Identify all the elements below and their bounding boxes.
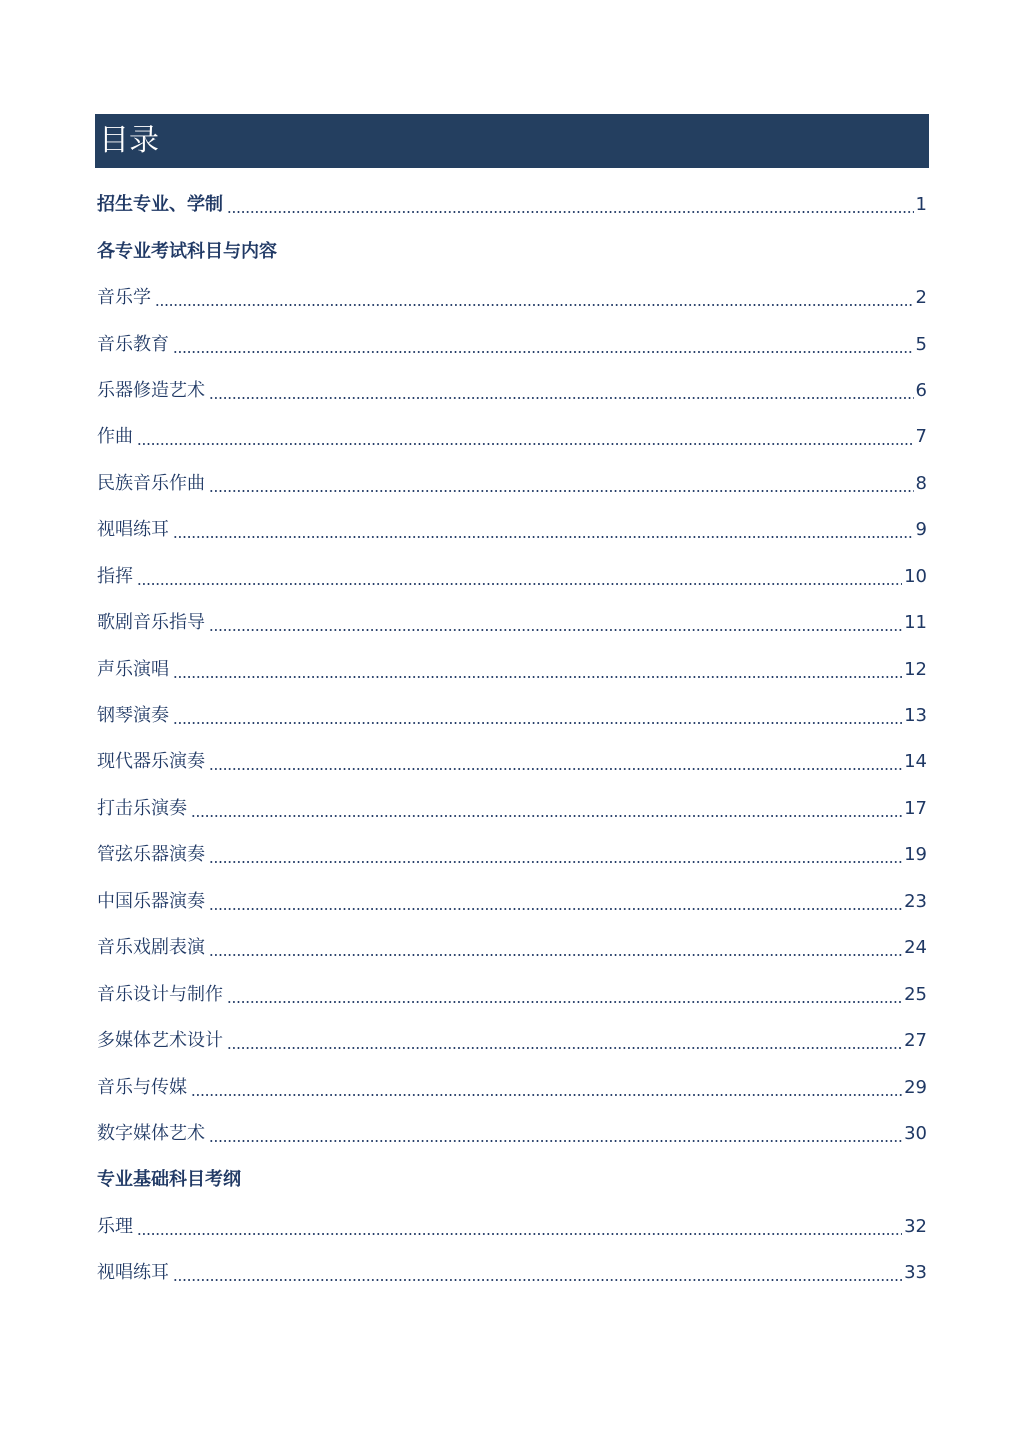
toc-page-number: 9 bbox=[915, 519, 927, 541]
toc-dot-leader bbox=[209, 1140, 902, 1142]
toc-dot-leader bbox=[227, 1047, 902, 1049]
toc-entry-label: 管弦乐器演奏 bbox=[97, 844, 205, 866]
toc-dot-leader bbox=[173, 722, 902, 724]
toc-dot-leader bbox=[137, 583, 902, 585]
toc-entry-label: 视唱练耳 bbox=[97, 519, 169, 541]
toc-entry[interactable] bbox=[97, 1064, 927, 1110]
toc-page-number: 27 bbox=[904, 1030, 927, 1052]
toc-page-number: 24 bbox=[904, 937, 927, 959]
toc-page-number: 11 bbox=[904, 612, 927, 634]
toc-entry[interactable] bbox=[97, 414, 927, 460]
toc-dot-leader bbox=[173, 1279, 902, 1281]
toc-page-number: 14 bbox=[904, 751, 927, 773]
toc-page-number: 10 bbox=[904, 565, 927, 587]
toc-dot-leader bbox=[209, 861, 902, 863]
toc-entry-label: 视唱练耳 bbox=[97, 1262, 169, 1284]
toc-page-number: 19 bbox=[904, 844, 927, 866]
toc-dot-leader bbox=[227, 1001, 902, 1003]
toc-entry-label: 指挥 bbox=[97, 565, 133, 587]
toc-entry[interactable] bbox=[97, 1111, 927, 1157]
toc-entry[interactable] bbox=[97, 321, 927, 367]
toc-entry-label: 钢琴演奏 bbox=[97, 705, 169, 727]
toc-entry-label: 乐理 bbox=[97, 1215, 133, 1237]
toc-entry-label: 民族音乐作曲 bbox=[97, 472, 205, 494]
toc-entry-label: 招生专业、学制 bbox=[97, 194, 223, 216]
toc-page-number: 2 bbox=[915, 287, 927, 309]
toc-section-heading bbox=[97, 228, 927, 274]
toc-dot-leader bbox=[209, 490, 914, 492]
toc-entry[interactable] bbox=[97, 693, 927, 739]
toc-entry-label: 歌剧音乐指导 bbox=[97, 612, 205, 634]
toc-dot-leader bbox=[137, 443, 914, 445]
toc-page-number: 30 bbox=[904, 1122, 927, 1144]
toc-page-number: 23 bbox=[904, 890, 927, 912]
toc-dot-leader bbox=[209, 629, 902, 631]
toc-entry[interactable] bbox=[97, 461, 927, 507]
toc-dot-leader bbox=[155, 304, 914, 306]
toc-entry-label: 打击乐演奏 bbox=[97, 797, 187, 819]
toc-entry-label: 数字媒体艺术 bbox=[97, 1122, 205, 1144]
toc-page-number: 8 bbox=[915, 472, 927, 494]
toc-entry[interactable] bbox=[97, 1018, 927, 1064]
toc-entry[interactable] bbox=[97, 1250, 927, 1296]
toc-entry[interactable] bbox=[97, 1204, 927, 1250]
toc-entry-label: 多媒体艺术设计 bbox=[97, 1030, 223, 1052]
toc-page-number: 5 bbox=[915, 333, 927, 355]
toc-entry-label: 音乐设计与制作 bbox=[97, 983, 223, 1005]
toc-entry[interactable] bbox=[97, 275, 927, 321]
toc-dot-leader bbox=[209, 908, 902, 910]
toc-dot-leader bbox=[209, 954, 902, 956]
toc-page-number: 17 bbox=[904, 797, 927, 819]
toc-entry[interactable] bbox=[97, 786, 927, 832]
toc-dot-leader bbox=[173, 351, 914, 353]
toc-dot-leader bbox=[209, 397, 914, 399]
toc-entry[interactable] bbox=[97, 600, 927, 646]
toc-page-number: 13 bbox=[904, 705, 927, 727]
toc-entry[interactable] bbox=[97, 739, 927, 785]
toc-entry-label: 声乐演唱 bbox=[97, 658, 169, 680]
toc-entry-label: 作曲 bbox=[97, 426, 133, 448]
toc-entry[interactable] bbox=[97, 182, 927, 228]
toc-entry-label: 专业基础科目考纲 bbox=[97, 1169, 241, 1191]
toc-dot-leader bbox=[191, 1094, 902, 1096]
toc-entry[interactable] bbox=[97, 368, 927, 414]
toc-entry[interactable] bbox=[97, 832, 927, 878]
toc-page-number: 7 bbox=[915, 426, 927, 448]
toc-entry-label: 音乐戏剧表演 bbox=[97, 937, 205, 959]
toc-entry[interactable] bbox=[97, 507, 927, 553]
toc-entry[interactable] bbox=[97, 971, 927, 1017]
toc-entry[interactable] bbox=[97, 646, 927, 692]
toc-entry[interactable] bbox=[97, 925, 927, 971]
toc-dot-leader bbox=[137, 1233, 902, 1235]
toc-entry-label: 各专业考试科目与内容 bbox=[97, 240, 277, 262]
toc-entry[interactable] bbox=[97, 554, 927, 600]
toc-section-heading bbox=[97, 1157, 927, 1203]
toc-page-number: 33 bbox=[904, 1262, 927, 1284]
toc-page-number: 32 bbox=[904, 1215, 927, 1237]
toc-page-number: 6 bbox=[915, 379, 927, 401]
toc-entry-label: 音乐教育 bbox=[97, 333, 169, 355]
toc-page-number: 29 bbox=[904, 1076, 927, 1098]
toc-entry-label: 音乐与传媒 bbox=[97, 1076, 187, 1098]
toc-page-number: 25 bbox=[904, 983, 927, 1005]
toc-page-number: 12 bbox=[904, 658, 927, 680]
toc-title-bar bbox=[95, 114, 929, 168]
toc-dot-leader bbox=[173, 536, 914, 538]
toc-entry-label: 现代器乐演奏 bbox=[97, 751, 205, 773]
toc-entry[interactable] bbox=[97, 879, 927, 925]
toc-dot-leader bbox=[209, 768, 902, 770]
toc-dot-leader bbox=[227, 211, 914, 213]
toc-dot-leader bbox=[191, 815, 902, 817]
toc-entry-label: 音乐学 bbox=[97, 287, 151, 309]
table-of-contents bbox=[97, 182, 927, 1297]
toc-entry-label: 中国乐器演奏 bbox=[97, 890, 205, 912]
toc-entry-label: 乐器修造艺术 bbox=[97, 379, 205, 401]
page-title: 目录 bbox=[99, 123, 159, 158]
toc-dot-leader bbox=[173, 676, 902, 678]
toc-page-number: 1 bbox=[915, 194, 927, 216]
